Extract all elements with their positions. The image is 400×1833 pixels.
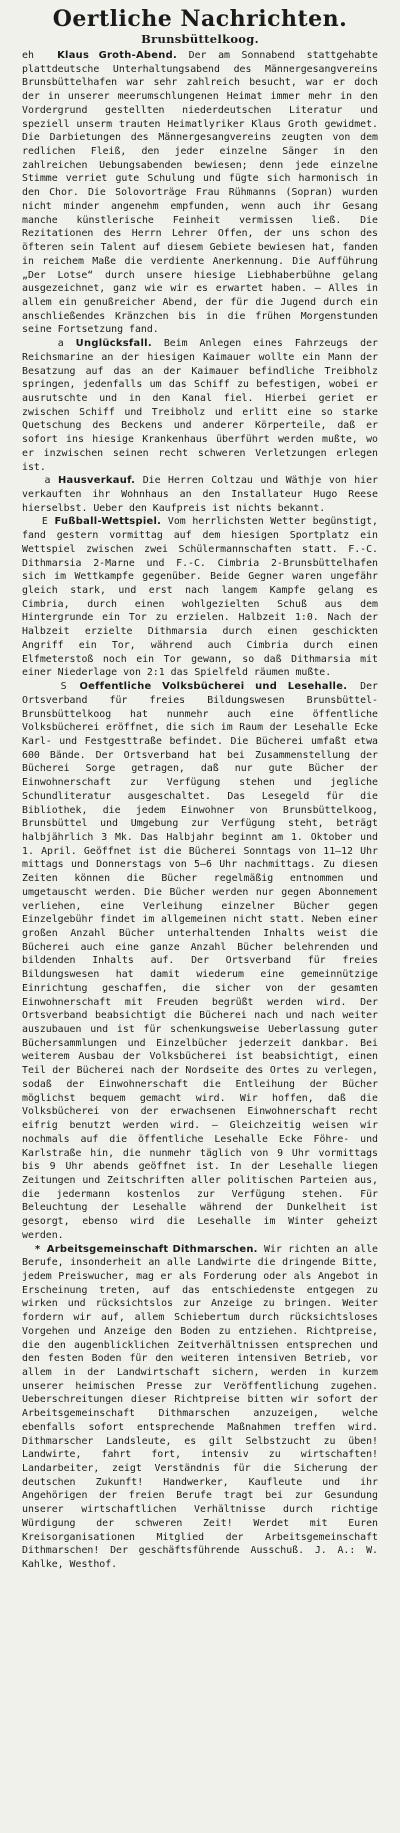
article-body: Die Herren Coltzau und Wäthje von hier verkauften ihr Wohnhaus an den Installateur Hugo Reese hierselbst. Ueber den Kaufpreis ist nichts bekannt. (22, 475, 378, 514)
article-body: Der Ortsverband für freies Bildungswesen Brunsbüttel-Brunsbüttelkoog hat nunmehr auch eine öffentliche Volksbücherei eröffnet, die sich im Raum der Lesehalle Ecke Karl- und Festgesttraße befindet. Die Bücherei umfaßt etwa 600 Bände. Der Ortsverband hat bei Zusammenstellung der Bücherei Sorge getragen, daß nur gute Bücher der Einwohnerschaft zur Verfügung stehen und jegliche Schundliteratur ausgeschaltet. Das Lesegeld für die Bibliothek, die jedem Einwohner von Brunsbüttelkoog, Brunsbüttel und Umgebung zur Verfügung steht, beträgt halbjährlich 3 Mk. Das Halbjahr beginnt am 1. Oktober und 1. April. Geöffnet ist die Bücherei Sonntags von 11—12 Uhr mittags und Donnerstags von 5—6 Uhr nachmittags. Zu diesen Zeiten können die Bücher regelmäßig entnommen und umgetauscht werden. Die Bücher werden nur gegen Abonnement verliehen, eine Verleihung einzelner Bücher gegen Einzelgebühr findet im allgemeinen nicht statt. Neben einer großen Anzahl Bücher unterhaltenden Inhalts weist die Bücherei auch eine ganze Anzahl Bücher belehrenden und bildenden Inhalts auf. Der Ortsverband für freies Bildungswesen hat damit wiederum eine gemeinnützige Einrichtung geschaffen, die sicher von der gesamten Einwohnerschaft mit Freuden begrüßt werden wird. Der Ortsverband beabsichtigt die Bücherei nach und nach weiter auszubauen und ist für schenkungsweise Ueberlassung guter Büchersammlungen und Einzelbücher jederzeit dankbar. Bei weiterem Ausbau der Volksbücherei ist beabsichtigt, einen Teil der Bücherei nach der Nordseite des Ortes zu verlegen, sodaß der Einwohnerschaft die Entleihung der Bücher möglichst bequem gemacht wird. Wir hoffen, daß die Volksbücherei von der erwachsenen Einwohnerschaft recht eifrig benutzt werden wird. — Gleichzeitig weisen wir nochmals auf die öffentliche Lesehalle Ecke Föhre- und Karlstraße hin, die nunmehr täglich von 9 Uhr vormittags bis 9 Uhr abends geöffnet ist. In der Lesehalle liegen Zeitungen und Zeitschriften aller politischen Parteien aus, die jedermann kostenlos zur Verfügung stehen. Für Beleuchtung der Lesehalle während der Dunkelheit ist gesorgt, ebenso wird die Lesehalle im Winter geheizt werden. (22, 681, 378, 1241)
news-column (22, 0, 378, 1572)
article-heading: Arbeitsgemeinschaft Dithmarschen. (46, 1243, 258, 1255)
article-mark: a (44, 475, 51, 487)
article-mark: a (57, 338, 64, 350)
article-arbeitsgemeinschaft (22, 1243, 378, 1572)
section-title: Oertliche Nachrichten. (52, 6, 348, 32)
place-dateline: Brunsbüttelkoog. (141, 32, 259, 46)
article-hausverkauf (22, 474, 378, 515)
article-volksbuecherei (22, 680, 378, 1242)
article-ungluecksfall (22, 337, 378, 474)
article-mark: S (60, 681, 67, 693)
article-heading: Fußball-Wettspiel. (54, 516, 162, 528)
article-body: Wir richten an alle Berufe, insonderheit an alle Landwirte die dringende Bitte, jedem Preiswucher, mag er als Forderung oder als Angebot in Erscheinung treten, auf das entschiedenste entgegen zu wirken und rücksichtslos zur Anzeige zu bringen. Weiter fordern wir auf, allem Schiebertum durch rücksichtsloses Vorgehen und Anzeige den Boden zu entziehen. Richtpreise, die den augenblicklichen Zeitverhältnissen entsprechen und den festen Boden für den weiteren intensiven Betrieb, vor allem in der Landwirtschaft sichern, werden in kurzem unserer heimischen Presse zur Veröffentlichung zugehen. Ueberschreitungen dieser Richtpreise bitten wir sofort der Arbeitsgemeinschaft Dithmarschen anzuzeigen, welche ebenfalls sofort entsprechende Maßnahmen treffen wird. Dithmarscher Landsleute, es gilt Selbstzucht zu üben! Landwirte, fahrt fort, intensiv zu wirtschaften! Landarbeiter, zeigt Verständnis für die Sicherung der deutschen Zukunft! Handwerker, Kaufleute und ihr Angehörigen der freien Berufe tragt bei zur Gesundung unserer wirtschaftlichen Verhältnisse durch richtige Würdigung der schweren Zeit! Werdet mit Euren Kreisorganisationen Mitglied der Arbeitsgemeinschaft Dithmarschen! Der geschäftsführende Ausschuß. J. A.: W. Kahlke, Westhof. (22, 1243, 378, 1571)
article-heading: Hausverkauf. (57, 475, 136, 487)
article-heading: Klaus Groth-Abend. (57, 50, 178, 61)
article-klaus-groth-abend (22, 49, 378, 337)
article-body: Vom herrlichsten Wetter begünstigt, fand gestern vormittag auf dem hiesigen Sportplatz ein Wettspiel zwischen zwei Schülermannschaften statt. F.-C. Dithmarsia 2-Marne und F.-C. Cimbria 2-Brunsbüttelhafen sich im Wettkampfe gegenüber. Beide Gegner waren ungefähr gleich stark, und erst nach langem Kampfe gelang es Cimbria, durch einen wohlgezielten Schuß aus dem Hintergrunde ein Tor zu erzielen. Halbzeit 1:0. Nach der Halbzeit erzielte Dithmarsia durch einen geschickten Angriff ein Tor, während auch Cimbria durch einen Elfmeterstoß noch ein Tor gewann, so daß Dithmarsia mit einer Niederlage von 2:1 das Spielfeld räumen mußte. (22, 516, 378, 679)
article-body: Beim Anlegen eines Fahrzeugs der Reichsmarine an der hiesigen Kaimauer wollte ein Mann der Besatzung auf das an der Kaimauer befindliche Treibholz springen, jedenfalls um das Schiff zu befestigen, wobei er ausrutschte und in den Kanal fiel. Hierbei geriet er zwischen Schiff und Treibholz und erlitt eine so starke Quetschung des Beckens und anderer Körperteile, daß er sofort ins hiesige Krankenhaus überführt werden mußte, wo er inzwischen seinen recht schweren Verletzungen erlegen ist. (22, 338, 378, 473)
article-mark: E (41, 516, 48, 528)
article-heading: Unglücksfall. (75, 338, 152, 350)
article-mark: * (34, 1243, 41, 1255)
article-mark: eh (22, 50, 34, 61)
article-body: Der am Sonnabend stattgehabte plattdeutsche Unterhaltungsabend des Männergesangvereins Brunsbüttelhafen war sehr zahlreich besucht, war er doch der in unserer meerumschlungenen Heimat immer mehr in den Vordergrund gestellten niederdeutschen Literatur und speziell unserm trauten Heimatlyriker Klaus Groth gewidmet. Die Darbietungen des Männergesangvereins zeugten von dem redlichen Fleiß, den jeder einzelne Sänger in den zahlreichen Uebungsabenden bewiesen; denn jede einzelne Stimme verriet gute Schulung und fügte sich harmonisch in den Chor. Die Solovorträge Frau Rühmanns (Sopran) wurden nicht minder angenehm empfunden, wenn auch ihr Gesang manche künstlerische Feinheit vermissen ließ. Die Rezitationen des Herrn Lehrer Offen, der uns schon des öfteren sein Talent auf diesem Gebiete bewiesen hat, fanden in reichem Maße die verdiente Anerkennung. Die Aufführung „Der Lotse“ durch unsere hiesige Liebhaberbühne gelang ausgezeichnet, ganz wie wir es erwartet haben. — Alles in allem ein genußreicher Abend, der für die Jugend durch ein anschließendes Kränzchen bis in die frühen Morgenstunden seine Fortsetzung fand. (22, 50, 378, 336)
article-heading: Oeffentliche Volksbücherei und Lesehalle. (79, 681, 348, 693)
article-fussball-wettspiel (22, 515, 378, 680)
